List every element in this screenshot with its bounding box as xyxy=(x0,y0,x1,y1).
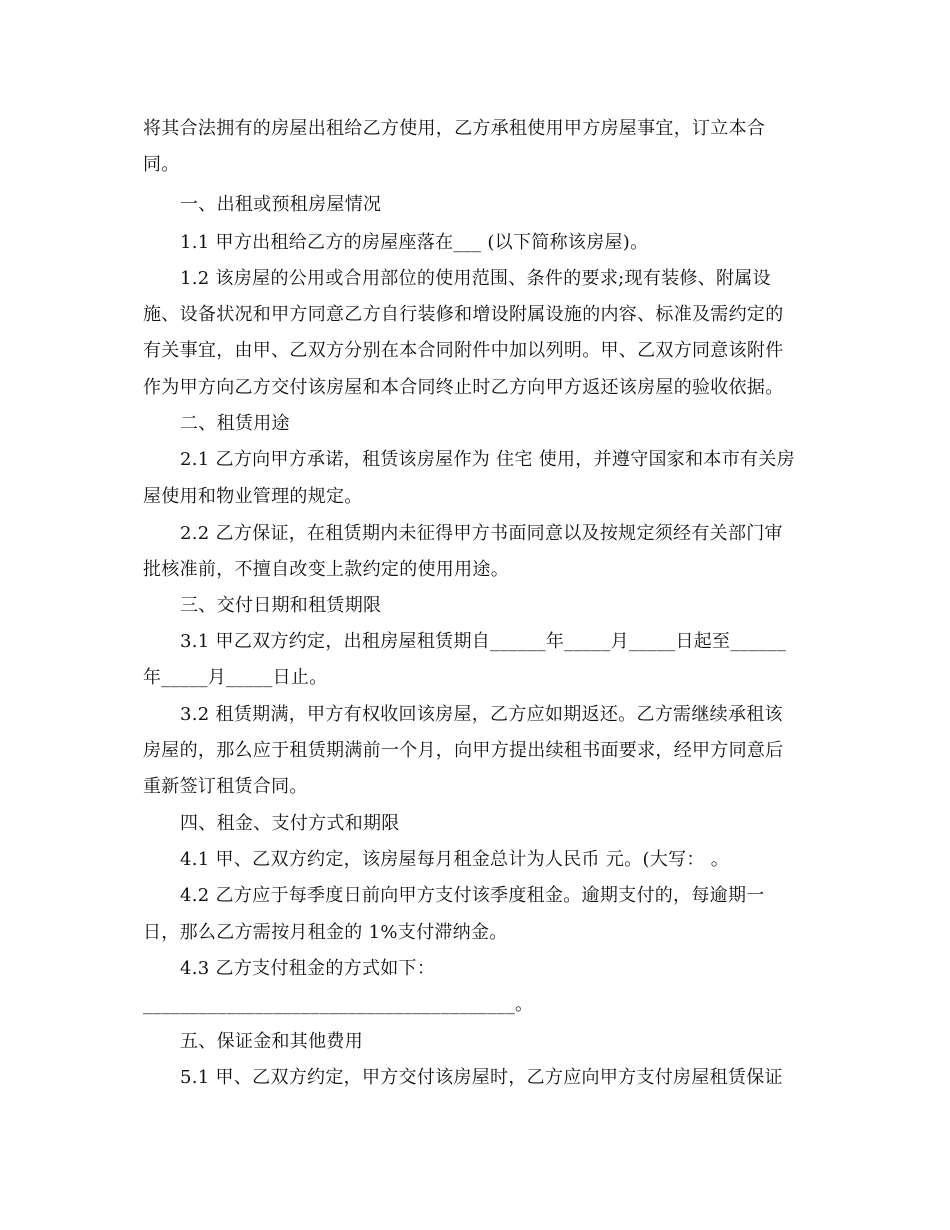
body-text-line: 将其合法拥有的房屋出租给乙方使用，乙方承租使用甲方房屋事宜，订立本合 xyxy=(143,118,766,139)
section-heading: 三、交付日期和租赁期限 xyxy=(180,595,382,616)
clause-text-line: 5.1 甲、乙双方约定，甲方交付该房屋时，乙方应向甲方支付房屋租赁保证 xyxy=(180,1067,783,1088)
section-heading: 一、出租或预租房屋情况 xyxy=(180,194,382,215)
blank-fill-line: ________________________________________。 xyxy=(143,994,534,1015)
clause-text-line: 4.1 甲、乙双方约定，该房屋每月租金总计为人民币 元。(大写： 。 xyxy=(180,849,730,870)
body-text-line: 日，那么乙方需按月租金的 1%支付滞纳金。 xyxy=(143,922,508,943)
body-text-line: 房屋的，那么应于租赁期满前一个月，向甲方提出续租书面要求，经甲方同意后 xyxy=(143,740,784,761)
clause-text-line: 2.2 乙方保证，在租赁期内未征得甲方书面同意以及按规定须经有关部门审 xyxy=(180,523,783,544)
section-heading: 四、租金、支付方式和期限 xyxy=(180,813,400,834)
clause-text-line: 1.2 该房屋的公用或合用部位的使用范围、条件的要求;现有装修、附属设 xyxy=(180,268,771,289)
body-text-line: 有关事宜，由甲、乙双方分别在本合同附件中加以列明。甲、乙双方同意该附件 xyxy=(143,340,784,361)
clause-text-line: 4.2 乙方应于每季度日前向甲方支付该季度租金。逾期支付的，每逾期一 xyxy=(180,885,765,906)
section-heading: 二、租赁用途 xyxy=(180,413,290,434)
body-text-line: 施、设备状况和甲方同意乙方自行装修和增设附属设施的内容、标准及需约定的 xyxy=(143,304,784,325)
body-text-line: 年_____月_____日止。 xyxy=(143,667,328,688)
body-text-line: 批核准前，不擅自改变上款约定的使用用途。 xyxy=(143,559,509,580)
clause-text-line: 2.1 乙方向甲方承诺，租赁该房屋作为 住宅 使用，并遵守国家和本市有关房 xyxy=(180,449,795,470)
body-text-line: 屋使用和物业管理的规定。 xyxy=(143,486,363,507)
section-heading: 五、保证金和其他费用 xyxy=(180,1031,363,1052)
clause-text-line: 4.3 乙方支付租金的方式如下： xyxy=(180,958,436,979)
clause-text-line: 3.1 甲乙双方约定，出租房屋租赁期自______年_____月_____日起至______ xyxy=(180,631,787,652)
clause-text-line: 1.1 甲方出租给乙方的房屋座落在___ (以下简称该房屋)。 xyxy=(180,232,649,253)
body-text-line: 同。 xyxy=(143,154,180,175)
body-text-line: 重新签订租赁合同。 xyxy=(143,776,308,797)
body-text-line: 作为甲方向乙方交付该房屋和本合同终止时乙方向甲方返还该房屋的验收依据。 xyxy=(143,377,784,398)
clause-text-line: 3.2 租赁期满，甲方有权收回该房屋，乙方应如期返还。乙方需继续承租该 xyxy=(180,704,783,725)
